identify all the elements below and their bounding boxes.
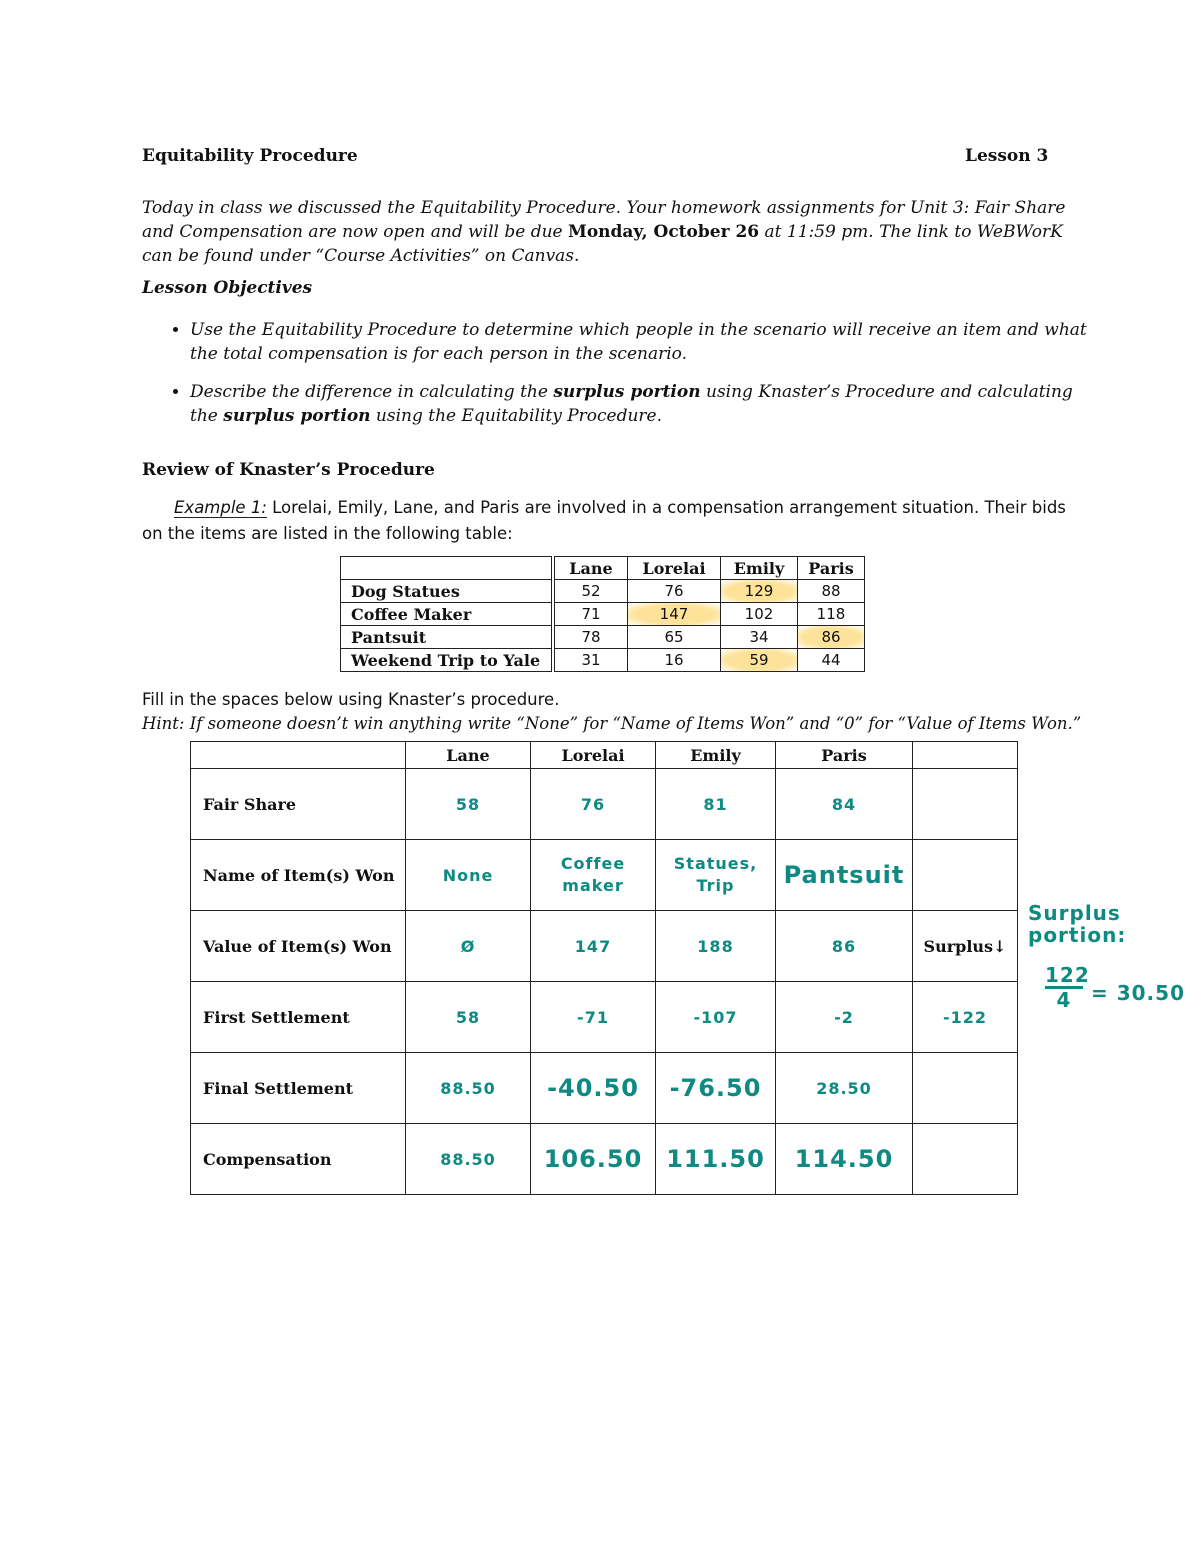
bid-cell-highlighted: 86 bbox=[798, 626, 865, 649]
bid-cell-highlighted: 59 bbox=[721, 649, 798, 672]
handwritten-value: 86 bbox=[776, 911, 913, 982]
knaster-col-header: Emily bbox=[656, 742, 776, 769]
bids-col-header: Emily bbox=[721, 557, 798, 580]
bid-cell: 88 bbox=[798, 580, 865, 603]
knaster-table bbox=[190, 741, 1018, 1195]
bid-cell: 76 bbox=[628, 580, 721, 603]
fill-instruction: Fill in the spaces below using Knaster’s procedure. bbox=[142, 690, 560, 709]
objective-item: • Use the Equitability Procedure to determine which people in the scenario will receive an item and what the total compensation is for each person in the scenario. bbox=[190, 318, 1090, 366]
bids-corner bbox=[341, 557, 554, 580]
table-row bbox=[341, 580, 865, 603]
extra-cell bbox=[913, 1124, 1018, 1195]
bids-col-header: Lane bbox=[553, 557, 628, 580]
bids-col-header: Lorelai bbox=[628, 557, 721, 580]
table-row bbox=[341, 649, 865, 672]
bid-cell: 31 bbox=[553, 649, 628, 672]
example-text: Lorelai, Emily, Lane, and Paris are involved in a compensation arrangement situation. Their bids on the items are listed in the following table: bbox=[142, 498, 1066, 543]
bids-col-header: Paris bbox=[798, 557, 865, 580]
handwritten-value: 81 bbox=[656, 769, 776, 840]
review-heading: Review of Knaster’s Procedure bbox=[142, 460, 435, 480]
bid-cell-highlighted: 147 bbox=[628, 603, 721, 626]
fraction-result: = 30.50 bbox=[1091, 981, 1185, 1005]
bid-cell: 65 bbox=[628, 626, 721, 649]
knaster-col-header: Lane bbox=[406, 742, 531, 769]
table-row bbox=[191, 911, 1018, 982]
bid-item-label: Weekend Trip to Yale bbox=[341, 649, 554, 672]
bid-cell: 71 bbox=[553, 603, 628, 626]
handwritten-value: 88.50 bbox=[406, 1053, 531, 1124]
table-row bbox=[341, 603, 865, 626]
bid-cell: 102 bbox=[721, 603, 798, 626]
handwritten-value: 84 bbox=[776, 769, 913, 840]
handwritten-value: -2 bbox=[776, 982, 913, 1053]
bid-cell-highlighted: 129 bbox=[721, 580, 798, 603]
fraction-denominator: 4 bbox=[1056, 988, 1072, 1012]
handwritten-value: 58 bbox=[406, 769, 531, 840]
handwritten-surplus: -122 bbox=[913, 982, 1018, 1053]
row-label-items-value: Value of Item(s) Won bbox=[191, 911, 406, 982]
knaster-corner bbox=[191, 742, 406, 769]
handwritten-value: None bbox=[406, 840, 531, 911]
extra-cell bbox=[913, 840, 1018, 911]
bid-item-label: Pantsuit bbox=[341, 626, 554, 649]
intro-paragraph bbox=[142, 196, 1072, 268]
bid-cell: 34 bbox=[721, 626, 798, 649]
handwritten-value: -107 bbox=[656, 982, 776, 1053]
objectives-list bbox=[142, 318, 1090, 442]
table-row bbox=[191, 840, 1018, 911]
table-row bbox=[191, 1124, 1018, 1195]
knaster-extra-header bbox=[913, 742, 1018, 769]
table-row bbox=[191, 1053, 1018, 1124]
objectives-heading: Lesson Objectives bbox=[142, 278, 313, 298]
page-title: Equitability Procedure bbox=[142, 146, 358, 166]
intro-text-1: Today in class we discussed the Equitability Procedure. Your homework assignments for Unit 3: Fair Share and Compensation are now open and will be due bbox=[142, 198, 1066, 242]
handwritten-value: 111.50 bbox=[656, 1124, 776, 1195]
knaster-col-header: Lorelai bbox=[531, 742, 656, 769]
handwritten-value: Statues, Trip bbox=[656, 840, 776, 911]
handwritten-value: Ø bbox=[406, 911, 531, 982]
handwritten-value: -40.50 bbox=[531, 1053, 656, 1124]
hint-text: Hint: If someone doesn’t win anything write “None” for “Name of Items Won” and “0” for “Value of Items Won.” bbox=[142, 714, 1082, 733]
handwritten-value: 188 bbox=[656, 911, 776, 982]
handwritten-value: 114.50 bbox=[776, 1124, 913, 1195]
note-line: portion: bbox=[1028, 923, 1127, 947]
handwritten-value: -76.50 bbox=[656, 1053, 776, 1124]
handwritten-value: Pantsuit bbox=[776, 840, 913, 911]
row-label-items-won: Name of Item(s) Won bbox=[191, 840, 406, 911]
handwritten-value: -71 bbox=[531, 982, 656, 1053]
bid-cell: 118 bbox=[798, 603, 865, 626]
row-label-fair-share: Fair Share bbox=[191, 769, 406, 840]
table-row bbox=[341, 626, 865, 649]
row-label-first-settlement: First Settlement bbox=[191, 982, 406, 1053]
bid-cell: 44 bbox=[798, 649, 865, 672]
table-row bbox=[191, 769, 1018, 840]
handwritten-value: 147 bbox=[531, 911, 656, 982]
surplus-label: Surplus↓ bbox=[913, 911, 1018, 982]
surplus-fraction bbox=[1045, 963, 1185, 1012]
example-label: Example 1: bbox=[174, 498, 267, 517]
handwritten-value: 28.50 bbox=[776, 1053, 913, 1124]
due-date: Monday, October 26 bbox=[568, 222, 760, 242]
bid-cell: 78 bbox=[553, 626, 628, 649]
bid-item-label: Coffee Maker bbox=[341, 603, 554, 626]
note-line: Surplus bbox=[1028, 901, 1121, 925]
row-label-compensation: Compensation bbox=[191, 1124, 406, 1195]
bid-cell: 52 bbox=[553, 580, 628, 603]
example-paragraph bbox=[142, 495, 1082, 547]
objective-item: • Describe the difference in calculating the surplus portion using Knaster’s Procedure and calculating the surplus portion using the Equitability Procedure. bbox=[190, 380, 1090, 428]
extra-cell bbox=[913, 769, 1018, 840]
handwritten-value: 106.50 bbox=[531, 1124, 656, 1195]
row-label-final-settlement: Final Settlement bbox=[191, 1053, 406, 1124]
fraction-numerator: 122 bbox=[1045, 963, 1090, 987]
bid-item-label: Dog Statues bbox=[341, 580, 554, 603]
extra-cell bbox=[913, 1053, 1018, 1124]
lesson-number: Lesson 3 bbox=[965, 146, 1049, 166]
handwritten-value: 76 bbox=[531, 769, 656, 840]
handwritten-value: 88.50 bbox=[406, 1124, 531, 1195]
bids-table bbox=[340, 556, 865, 672]
surplus-note bbox=[1028, 902, 1193, 946]
bid-cell: 16 bbox=[628, 649, 721, 672]
intro-text-2: at 11:59 pm. The link to WeBWorK can be found under “Course Activities” on Canvas. bbox=[142, 222, 1063, 266]
knaster-col-header: Paris bbox=[776, 742, 913, 769]
table-row bbox=[191, 982, 1018, 1053]
handwritten-value: 58 bbox=[406, 982, 531, 1053]
handwritten-value: Coffee maker bbox=[531, 840, 656, 911]
